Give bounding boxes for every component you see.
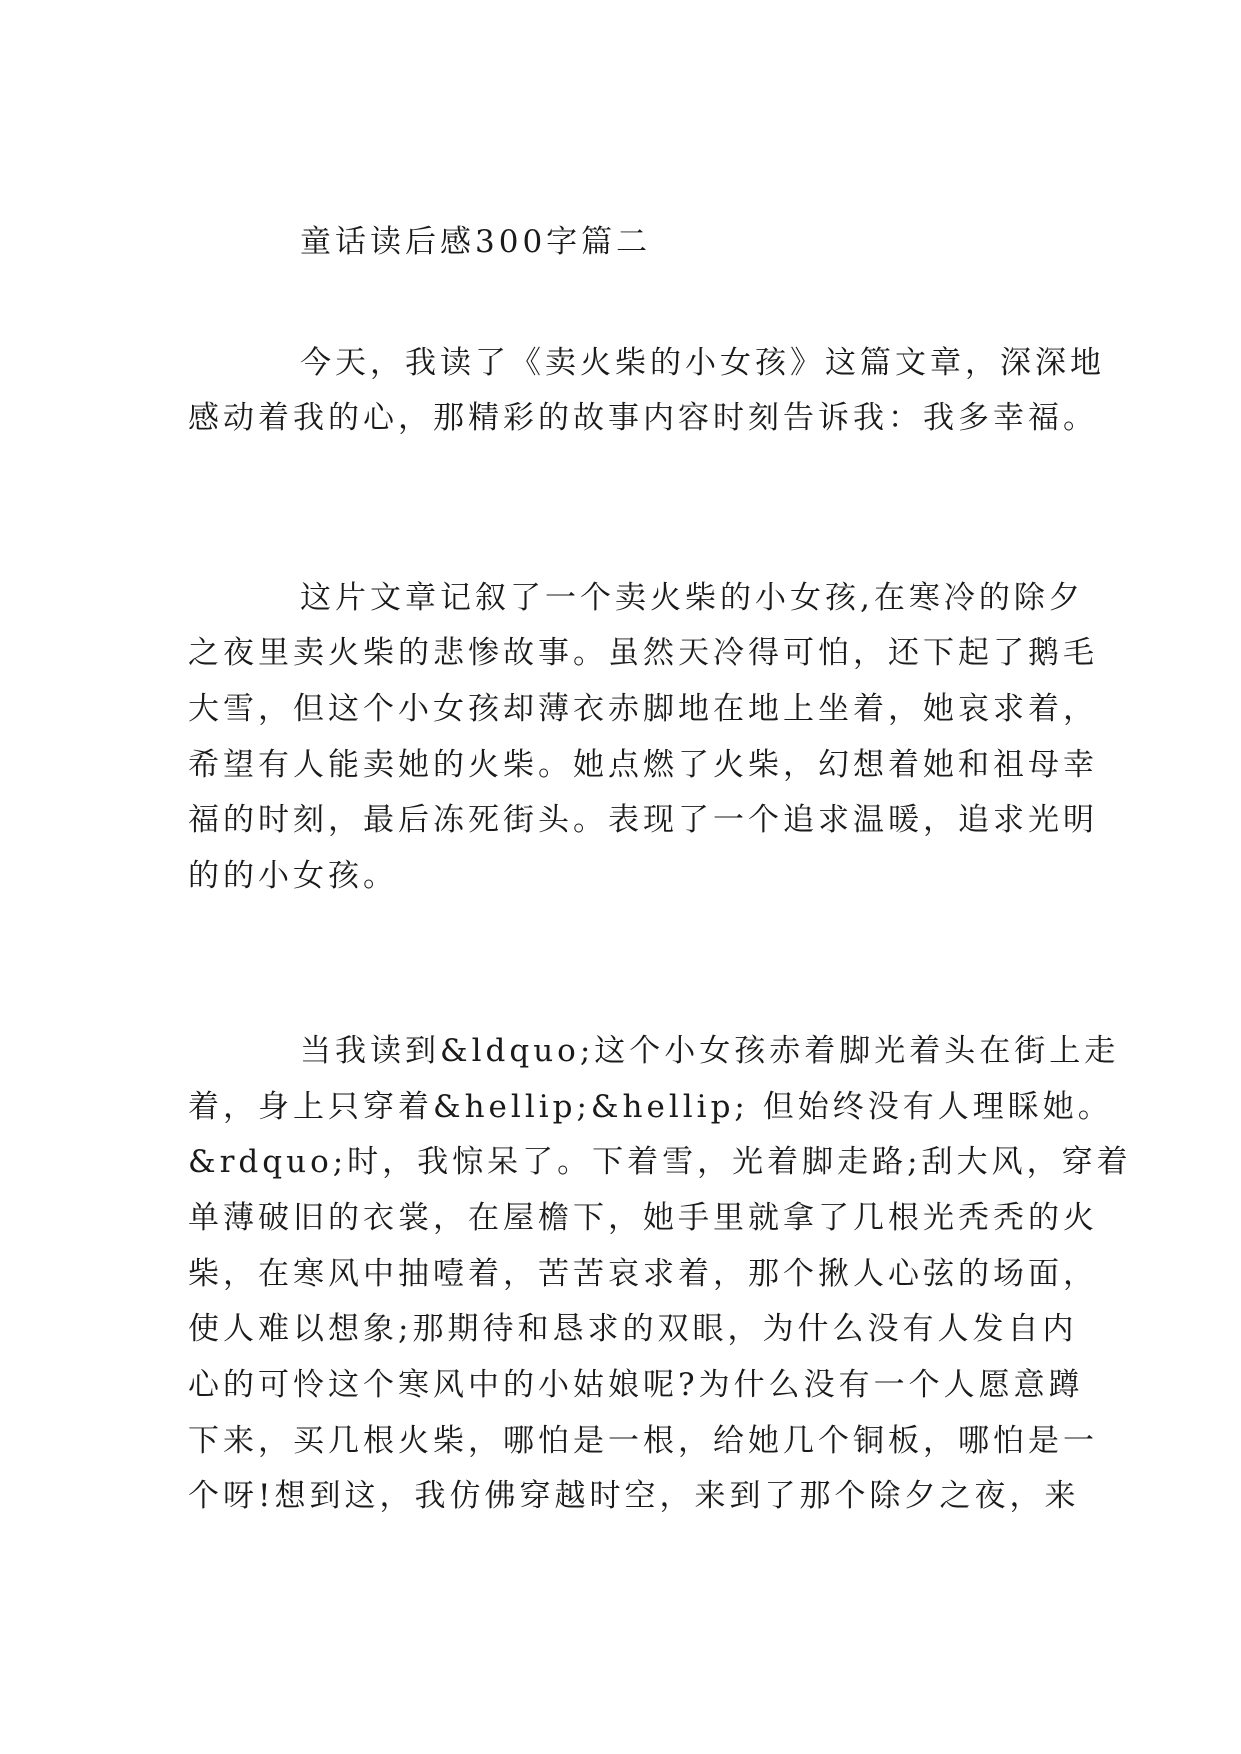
paragraph-2-line-1: 这片文章记叙了一个卖火柴的小女孩,在寒冷的除夕 — [300, 580, 1084, 616]
paragraph-2-line-6: 的的小女孩。 — [188, 858, 398, 894]
paragraph-2-line-3: 大雪，但这个小女孩却薄衣赤脚地在地上坐着，她哀求着， — [188, 691, 1098, 727]
paragraph-3-line-3: &rdquo;时，我惊呆了。下着雪，光着脚走路;刮大风，穿着 — [188, 1144, 1132, 1180]
paragraph-2-line-5: 福的时刻，最后冻死街头。表现了一个追求温暖，追求光明 — [188, 802, 1098, 838]
paragraph-3-line-5: 柴，在寒风中抽噎着，苦苦哀求着，那个揪人心弦的场面， — [188, 1256, 1098, 1292]
paragraph-2-line-2: 之夜里卖火柴的悲惨故事。虽然天冷得可怕，还下起了鹅毛 — [188, 635, 1098, 671]
paragraph-3-line-7: 心的可怜这个寒风中的小姑娘呢?为什么没有一个人愿意蹲 — [188, 1367, 1084, 1403]
paragraph-2-line-4: 希望有人能卖她的火柴。她点燃了火柴，幻想着她和祖母幸 — [188, 747, 1098, 783]
paragraph-1-line-2: 感动着我的心，那精彩的故事内容时刻告诉我：我多幸福。 — [188, 400, 1098, 436]
paragraph-3-line-2: 着，身上只穿着&hellip;&hellip; 但始终没有人理睬她。 — [188, 1089, 1113, 1125]
paragraph-3-line-9: 个呀!想到这，我仿佛穿越时空，来到了那个除夕之夜，来 — [188, 1478, 1080, 1514]
paragraph-3-line-4: 单薄破旧的衣裳，在屋檐下，她手里就拿了几根光秃秃的火 — [188, 1200, 1098, 1236]
paragraph-3-line-1: 当我读到&ldquo;这个小女孩赤着脚光着头在街上走 — [300, 1033, 1120, 1069]
paragraph-3-line-6: 使人难以想象;那期待和恳求的双眼，为什么没有人发自内 — [188, 1311, 1078, 1347]
document-title: 童话读后感300字篇二 — [300, 224, 652, 260]
paragraph-1-line-1: 今天，我读了《卖火柴的小女孩》这篇文章，深深地 — [300, 345, 1105, 381]
paragraph-3-line-8: 下来，买几根火柴，哪怕是一根，给她几个铜板，哪怕是一 — [188, 1423, 1098, 1459]
